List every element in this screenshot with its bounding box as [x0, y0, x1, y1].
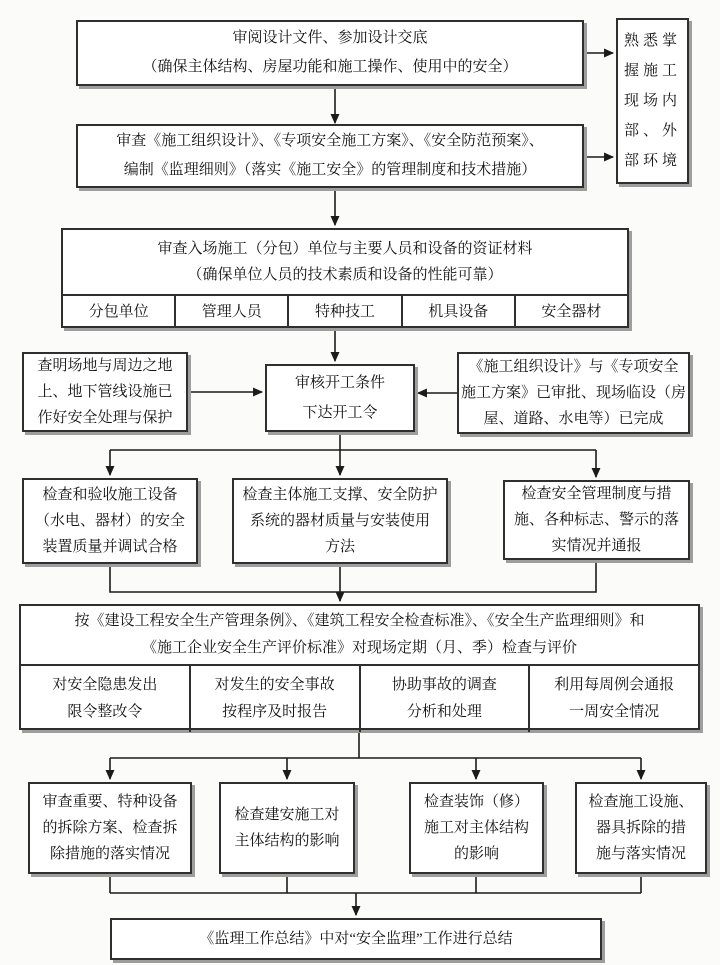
qualification-column: 管理人员 — [174, 296, 287, 328]
plan-ready-line: 施工方案》已审批、现场临设（房 — [461, 385, 687, 401]
branch-periodic-line — [110, 730, 641, 758]
periodic-review-line: 按《建设工程安全生产管理条例》、《建筑工程安全检查标准》、《安全生产监理细则》和 — [74, 613, 645, 629]
check-support-line: 检查主体施工支撑、安全防护 — [242, 487, 438, 503]
check-equipment-line: 装置质量并调试合格 — [42, 539, 178, 555]
periodic-cell-line: 协助事故的调查 — [391, 677, 497, 693]
site-check-line: 作好安全处理与保护 — [37, 410, 173, 426]
box-check-support — [232, 478, 448, 564]
decoration-impact-line: 施工对主体结构 — [423, 820, 529, 836]
periodic-review-line: 《施工企业安全生产评价标准》对现场定期（月、季）检查与评价 — [141, 640, 577, 656]
box-check-equipment — [22, 478, 198, 564]
site-check-line: 上、地下管线设施已 — [37, 384, 173, 400]
check-support-line: 系统的器材质量与安装使用 — [249, 513, 430, 529]
demolition-review-line: 审查重要、特种设备 — [42, 794, 178, 810]
construction-impact-line: 主体结构的影响 — [234, 833, 340, 849]
env-note-line: 熟悉掌 — [623, 33, 681, 49]
periodic-cell-line: 按程序及时报告 — [222, 704, 328, 720]
env-note-line: 握施工 — [623, 63, 681, 79]
qualification-column: 安全器材 — [514, 296, 627, 328]
periodic-review-header — [21, 606, 698, 664]
box-start-gate — [265, 364, 415, 432]
periodic-cell-line: 对发生的安全事故 — [214, 677, 335, 693]
check-equipment-line: 检查和验收施工设备 — [42, 487, 178, 503]
plan-ready-line: 屋、道路、水电等）已完成 — [483, 411, 664, 427]
box-env-note — [616, 18, 689, 184]
periodic-cell-line: 一周安全情况 — [569, 704, 660, 720]
decoration-impact-line: 的影响 — [453, 846, 499, 862]
env-note-line: 部、外 — [623, 123, 681, 139]
review-design-subtitle: （确保主体结构、房屋功能和施工操作、使用中的安全） — [142, 59, 518, 75]
check-rules-line: 检查安全管理制度与措 — [521, 486, 672, 502]
review-design-title: 审阅设计文件、参加设计交底 — [232, 30, 428, 46]
start-gate-line: 审核开工条件 — [294, 375, 385, 391]
site-check-line: 查明场地与周边之地 — [37, 358, 173, 374]
demolition-review-line: 的拆除方案、检查拆 — [42, 820, 178, 836]
box-check-construction-impact — [219, 782, 355, 874]
check-equipment-line: （水电、器材）的安全 — [34, 513, 185, 529]
review-plans-line: 审查《施工组织设计》、《专项安全施工方案》、《安全防范预案》、 — [116, 133, 544, 149]
periodic-cell-line: 分析和处理 — [406, 704, 482, 720]
qualifications-header — [63, 230, 627, 294]
qualifications-subtitle: （确保单位人员的技术素质和设备的性能可靠） — [187, 267, 503, 283]
demolition-review-line: 除措施的落实情况 — [49, 846, 170, 862]
check-removal-line: 器具拆除的措 — [595, 820, 686, 836]
periodic-cell-investigate — [359, 666, 529, 732]
env-note-line: 部环境 — [623, 153, 681, 169]
periodic-cell-line: 利用每周例会通报 — [554, 677, 675, 693]
box-periodic-review — [19, 604, 700, 730]
check-removal-line: 施与落实情况 — [595, 846, 686, 862]
box-plan-ready — [457, 352, 690, 434]
periodic-review-cells — [21, 664, 698, 732]
check-removal-line: 检查施工设施、 — [588, 794, 694, 810]
env-note-line: 现场内 — [623, 93, 681, 109]
periodic-cell-briefing — [528, 666, 698, 732]
box-check-removal — [575, 782, 707, 874]
box-check-rules — [503, 480, 690, 560]
qualification-column: 机具设备 — [401, 296, 514, 328]
merge-checks-line — [110, 560, 596, 592]
merge-late-checks-line — [110, 874, 641, 893]
construction-impact-line: 检查建安施工对 — [234, 807, 340, 823]
branch-gate-line — [110, 432, 596, 450]
check-support-line: 方法 — [324, 539, 355, 555]
box-demolition-review — [28, 782, 192, 874]
periodic-cell-line: 对安全隐患发出 — [52, 677, 158, 693]
periodic-cell-line: 限令整改令 — [67, 704, 143, 720]
box-review-plans — [76, 124, 584, 188]
box-check-decoration-impact — [409, 782, 544, 874]
qualification-column: 分包单位 — [88, 304, 149, 320]
box-site-check — [22, 352, 188, 432]
box-qualifications — [61, 228, 629, 328]
summary-line: 《监理工作总结》中对“安全监理”工作进行总结 — [199, 931, 513, 947]
box-summary — [110, 918, 602, 960]
start-gate-line: 下达开工令 — [302, 405, 378, 421]
periodic-cell-report — [189, 666, 359, 732]
qualifications-title: 审查入场施工（分包）单位与主要人员和设备的资证材料 — [157, 241, 533, 257]
check-rules-line: 实情况并通报 — [551, 538, 642, 554]
check-rules-line: 施、各种标志、警示的落 — [513, 512, 679, 528]
periodic-cell-rectify — [21, 666, 189, 732]
qualifications-columns — [63, 294, 627, 328]
review-plans-line: 编制《监理细则》（落实《施工安全》的管理制度和技术措施） — [123, 162, 537, 178]
box-review-design — [76, 20, 584, 86]
plan-ready-line: 《施工组织设计》与《专项安全 — [468, 359, 679, 375]
decoration-impact-line: 检查装饰（修） — [423, 794, 529, 810]
qualification-column: 特种技工 — [287, 296, 400, 328]
